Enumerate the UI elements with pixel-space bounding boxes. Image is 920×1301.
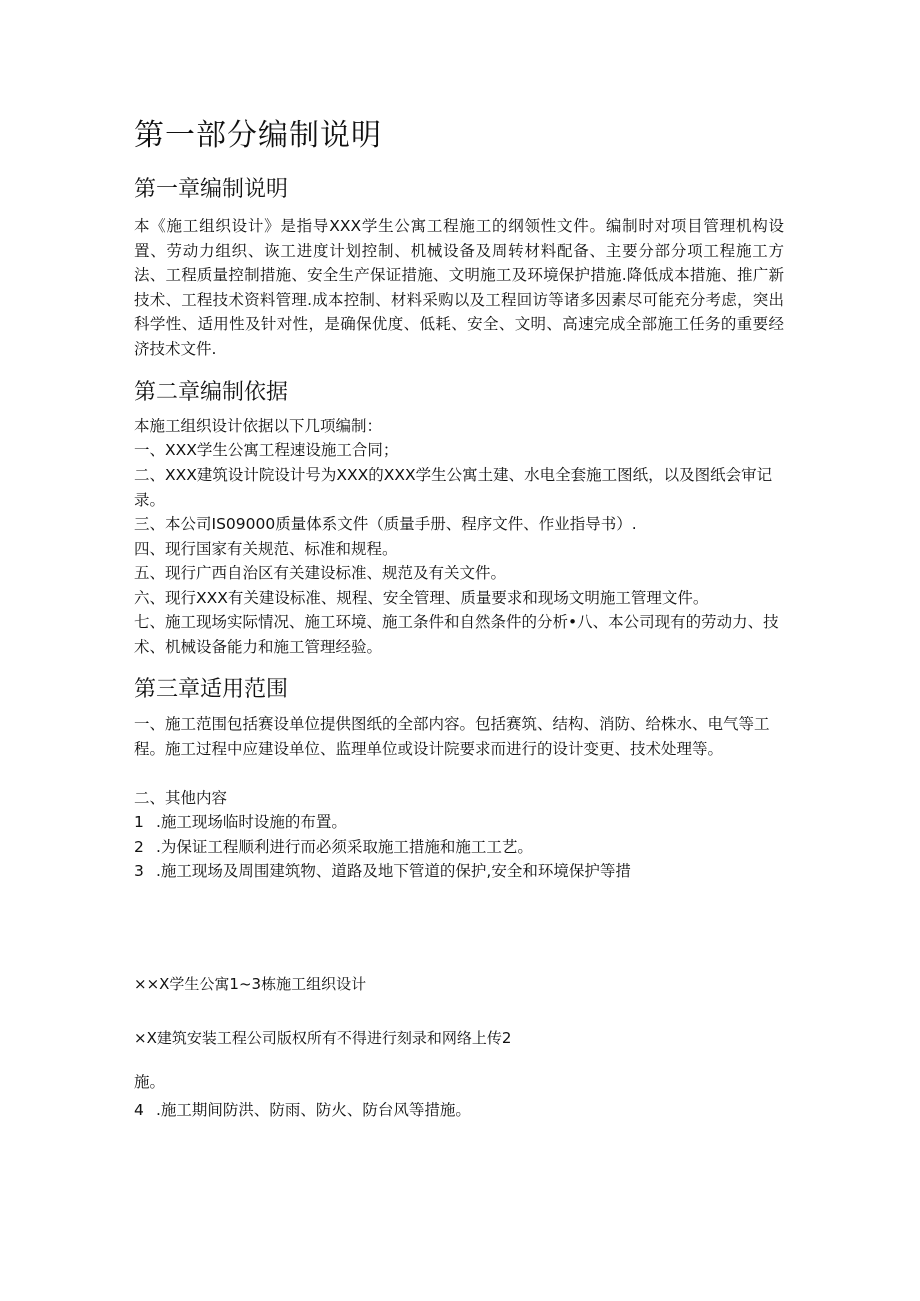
footer-copyright: ×X建筑安装工程公司版权所有不得进行刻录和网络上传2 [134,1029,512,1047]
subitem-number: 1 [134,813,144,831]
footer-doc-title: ××X学生公寓1~3栋施工组织设计 [134,975,367,993]
chapter3-item2: 二、其他内容 [134,789,228,807]
subitem-text: .为保证工程顺利进行而必须采取施工措施和施工工艺。 [156,838,533,856]
chapter2-item: 二、XXX建筑设计院设计号为XXX的XXX学生公寓土建、水电全套施工图纸，以及图纸会审记录。 [134,466,773,509]
subitem-number: 3 [134,862,144,880]
chapter2-intro: 本施工组织设计依据以下几项编制： [134,417,383,435]
subitem-number: 2 [134,838,144,856]
part-title: 第一部分编制说明 [134,118,382,153]
chapter2-item: 六、现行XXX有关建设标准、规程、安全管理、质量要求和现场文明施工管理文件。 [134,589,709,607]
chapter3-subitem [134,859,631,884]
subitem-number: 4 [134,1101,144,1119]
subitem-text: .施工期间防洪、防雨、防火、防台风等措施。 [156,1101,471,1119]
chapter2-title: 第二章编制依据 [134,380,289,405]
chapter2-item: 三、本公司IS09000质量体系文件（质量手册、程序文件、作业指导书）. [134,515,637,533]
chapter2-item: 一、XXX学生公寓工程速设施工合同； [134,441,399,459]
chapter2-item: 五、现行广西自治区有关建设标准、规范及有关文件。 [134,564,507,582]
chapter3-subitem [134,835,533,860]
subitem-text: .施工现场临时设施的布置。 [156,813,347,831]
chapter1-body: 本《施工组织设计》是指导XXX学生公寓工程施工的纲领性文件。编制时对项目管理机构设置、劳动力组织、诙工进度计划控制、机械设备及周转材料配备、主要分部分项工程施工方法、工程质量控制措施、安全生产保证措施、文明施工及环境保护措施.降低成本措施、推广新技术、工程技术资料管理.成本控制、材料采购以及工程回访等诸多因素尽可能充分考虑，突出科学性、适用性及针对性，是确保优度、低耗、安全、文明、高速完成全部施工任务的重要经济技术文件. [134,217,784,358]
chapter2-item: 七、施工现场实际情况、施工环境、施工条件和自然条件的分析•八、本公司现有的劳动力、技术、机械设备能力和施工管理经验。 [134,613,779,656]
continuation-tail: 施。 [134,1073,166,1091]
chapter3-title: 第三章适用范围 [134,677,289,702]
chapter3-subitem [134,810,347,835]
chapter1-title: 第一章编制说明 [134,177,289,202]
chapter2-item: 四、现行国家有关规范、标准和规程。 [134,540,398,558]
chapter3-item1: 一、施工范围包括赛设单位提供图纸的全部内容。包括赛筑、结构、消防、给株水、电气等工程。施工过程中应建设单位、监理单位或设计院要求而进行的设计变更、技术处理等。 [134,715,770,758]
subitem-text: .施工现场及周围建筑物、道路及地下管道的保护,安全和环境保护等措 [156,862,631,880]
chapter3-subitem [134,1098,471,1123]
